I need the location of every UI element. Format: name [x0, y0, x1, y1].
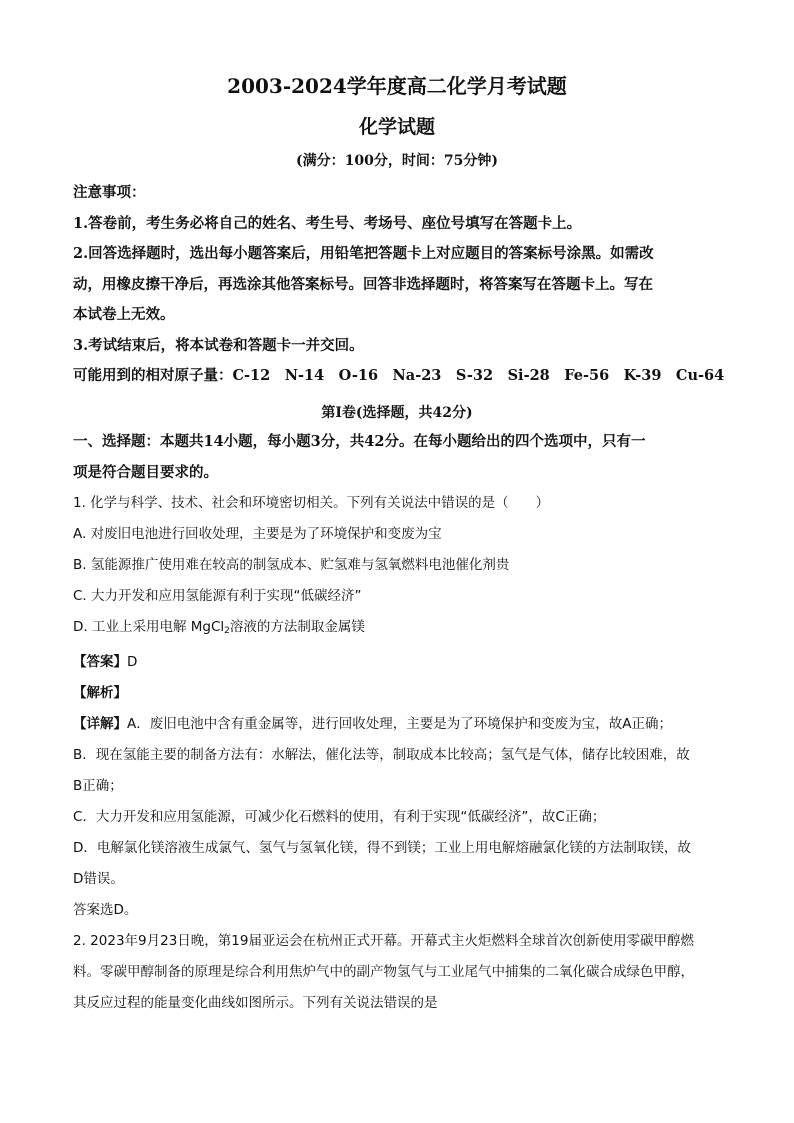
q1-conclusion: 答案选D。	[73, 902, 138, 918]
detail-line-2b: B正确；	[73, 778, 123, 794]
note-2b: 动，用橡皮擦干净后，再选涂其他答案标号。回答非选择题时，将答案写在答题卡上。写在	[73, 275, 653, 293]
section-title: 第Ⅰ卷(选择题，共42分)	[321, 405, 473, 421]
section-intro-a: 一、选择题：本题共14小题，每小题3分，共42分。在每小题给出的四个选项中，只有一	[73, 433, 646, 450]
detail-a: A．废旧电池中含有重金属等，进行回收处理，主要是为了环境保护和变废为宝，故A正确；	[127, 716, 672, 732]
question-1	[73, 488, 723, 926]
note-3: 3.考试结束后，将本试卷和答题卡一并交回。	[73, 336, 364, 354]
atomic-masses: 可能用到的相对原子量：C-12 N-14 O-16 Na-23 S-32 Si-28 Fe-56 K-39 Cu-64	[73, 367, 725, 384]
note-2a: 2.回答选择题时，选出每小题答案后，用铅笔把答题卡上对应题目的答案标号涂黑。如需改	[73, 245, 654, 262]
detail-line-2a: B．现在氢能主要的制备方法有：水解法，催化法等，制取成本比较高；氢气是气体，储存比较困难，故	[73, 747, 690, 763]
note-2c: 本试卷上无效。	[73, 306, 175, 323]
q1-option-c: C. 大力开发和应用氢能源有利于实现“低碳经济”	[73, 588, 362, 604]
q2-line-3: 其反应过程的能量变化曲线如图所示。下列有关说法错误的是	[73, 995, 438, 1011]
page-title: 2003-2024学年度高二化学月考试题	[227, 74, 567, 98]
q2-line-1: 2. 2023年9月23日晚，第19届亚运会在杭州正式开幕。开幕式主火炬燃料全球首次创新使用零碳甲醇燃	[73, 933, 694, 949]
exam-meta: (满分：100分，时间：75分钟)	[296, 153, 498, 169]
detail-line-4a: D．电解氯化镁溶液生成氯气、氢气与氢氧化镁，得不到镁；工业上用电解熔融氯化镁的方法制取镁，故	[73, 840, 691, 856]
detail-tag: 【详解】	[73, 716, 127, 732]
answer-tag: 【答案】	[73, 654, 127, 670]
q1-option-a: A. 对废旧电池进行回收处理，主要是为了环境保护和变废为宝	[73, 526, 442, 542]
detail-line-1	[73, 709, 723, 740]
note-1: 1.答卷前，考生务必将自己的姓名、考生号、考场号、座位号填写在答题卡上。	[73, 214, 582, 232]
q1-answer	[73, 647, 723, 678]
q1-option-d-subscript: 2	[224, 626, 230, 636]
q1-option-d-post: 溶液的方法制取金属镁	[229, 619, 365, 635]
page-subtitle: 化学试题	[358, 116, 435, 138]
detail-line-4b: D错误。	[73, 871, 124, 887]
notes-block	[73, 178, 723, 392]
notes-heading: 注意事项：	[73, 184, 146, 201]
section-intro-b: 项是符合题目要求的。	[73, 463, 218, 481]
q1-option-d	[73, 612, 723, 647]
question-2	[73, 926, 723, 1019]
q1-option-d-pre: D. 工业上采用电解 MgCl	[73, 619, 225, 635]
q2-line-2: 料。零碳甲醇制备的原理是综合利用焦炉气中的副产物氢气与工业尾气中捕集的二氧化碳合成绿色甲醇，	[73, 964, 694, 980]
q1-option-b: B. 氢能源推广使用难在较高的制氢成本、贮氢难与氢氧燃料电池催化剂贵	[73, 557, 510, 573]
detail-line-3: C．大力开发和应用氢能源，可减少化石燃料的使用，有利于实现“低碳经济”，故C正确；	[73, 809, 606, 825]
analysis-tag: 【解析】	[73, 685, 127, 701]
answer-value: D	[127, 654, 138, 670]
section-intro	[73, 427, 723, 488]
q1-stem: 1. 化学与科学、技术、社会和环境密切相关。下列有关说法中错误的是（ ）	[73, 495, 550, 511]
